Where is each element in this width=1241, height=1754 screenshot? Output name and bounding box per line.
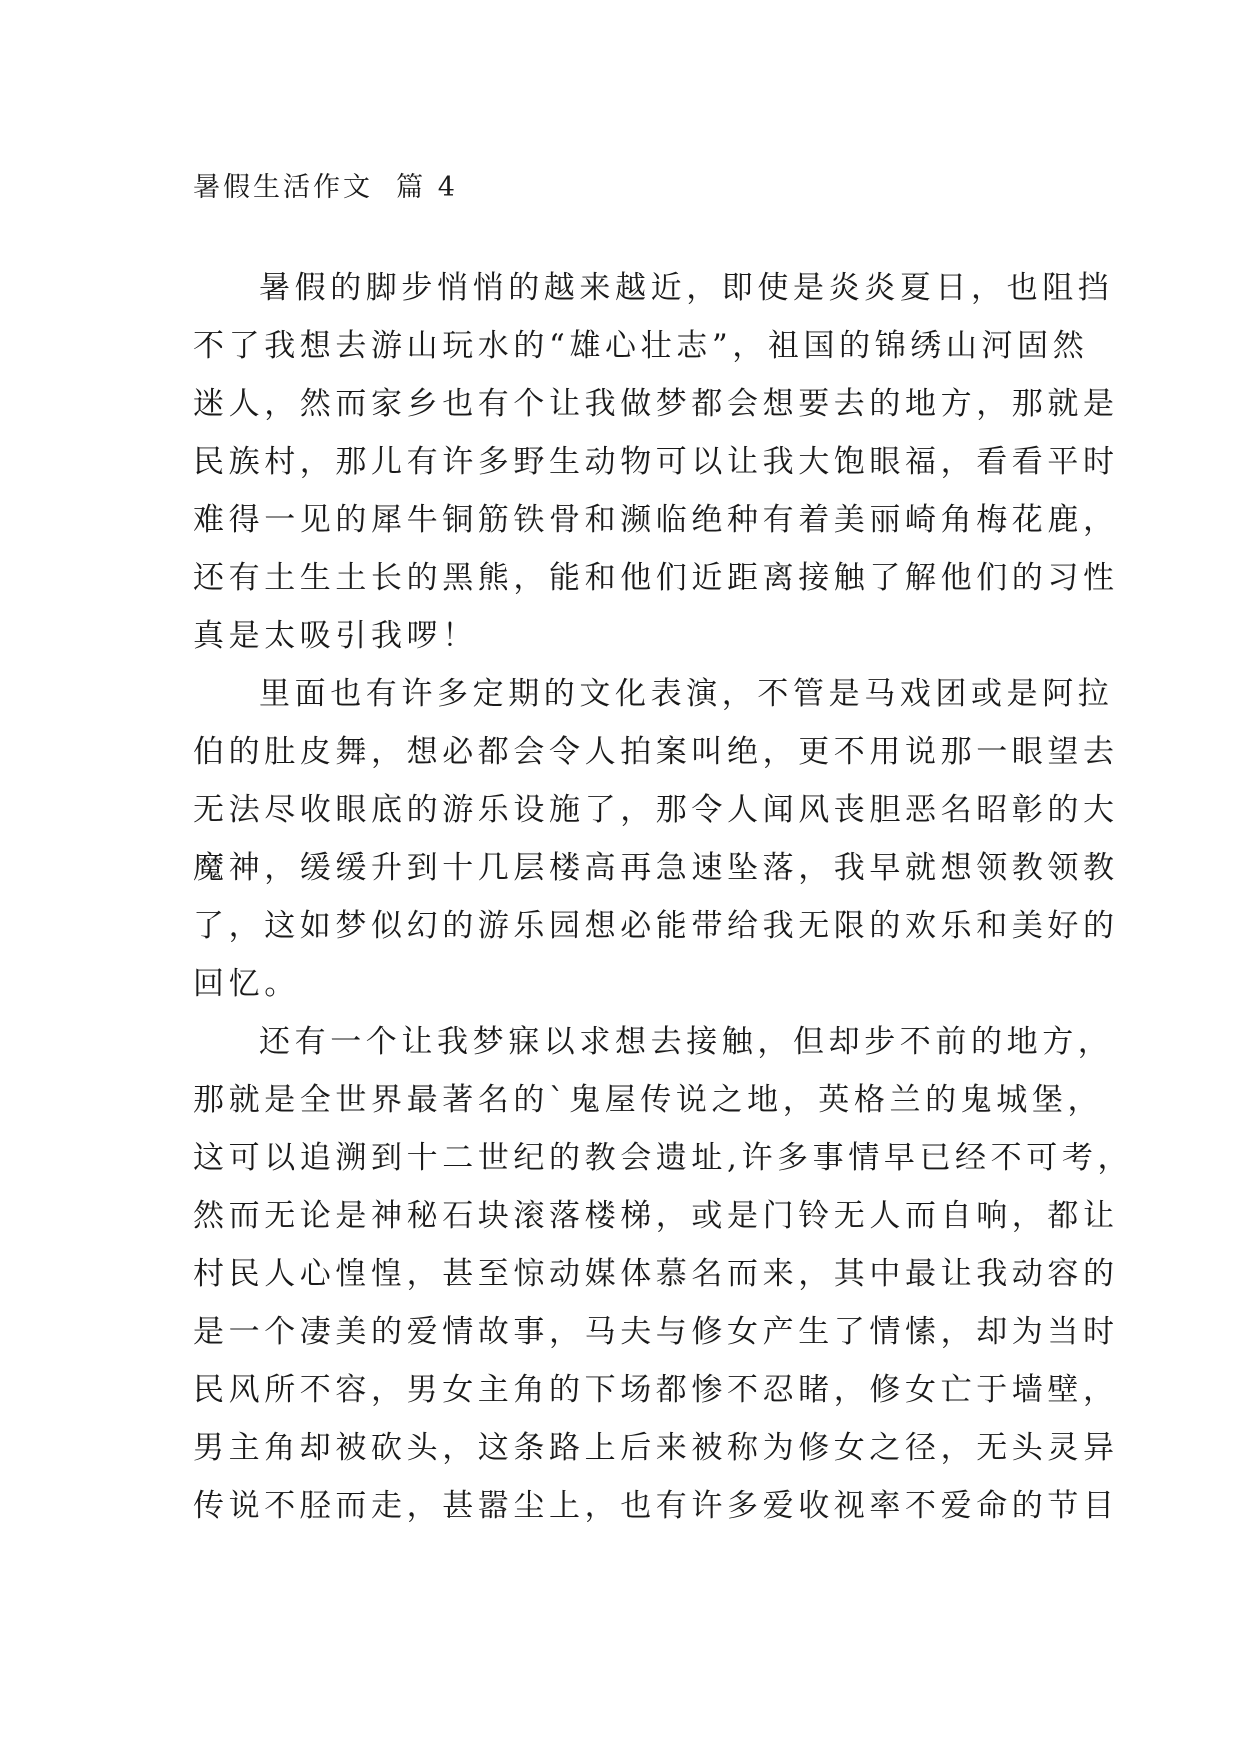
paragraph-3-line: 还有一个让我梦寐以求想去接触，但却步不前的地方， xyxy=(259,1024,1114,1060)
paragraph-1-line: 真是太吸引我啰！ xyxy=(193,618,478,654)
paragraph-3-line: 村民人心惶惶，甚至惊动媒体慕名而来，其中最让我动容的 xyxy=(193,1256,1119,1292)
paragraph-3-line: 传说不胫而走，甚嚣尘上，也有许多爱收视率不爱命的节目 xyxy=(193,1488,1119,1524)
paragraph-2-line: 里面也有许多定期的文化表演，不管是马戏团或是阿拉 xyxy=(259,676,1114,712)
paragraph-3-line: 是一个凄美的爱情故事，马夫与修女产生了情愫，却为当时 xyxy=(193,1314,1119,1350)
paragraph-1-line: 还有土生土长的黑熊，能和他们近距离接触了解他们的习性 xyxy=(193,560,1119,596)
paragraph-3-line: 这可以追溯到十二世纪的教会遗址,许多事情早已经不可考， xyxy=(193,1140,1134,1176)
paragraph-1-line: 民族村，那儿有许多野生动物可以让我大饱眼福，看看平时 xyxy=(193,444,1119,480)
paragraph-3-line: 那就是全世界最著名的`鬼屋传说之地，英格兰的鬼城堡， xyxy=(193,1082,1104,1118)
paragraph-3-line: 民风所不容，男女主角的下场都惨不忍睹，修女亡于墙壁， xyxy=(193,1372,1119,1408)
paragraph-1-line: 暑假的脚步悄悄的越来越近，即使是炎炎夏日，也阻挡 xyxy=(259,270,1114,306)
paragraph-1-line: 不了我想去游山玩水的“雄心壮志”，祖国的锦绣山河固然 xyxy=(193,328,1089,364)
paragraph-3-line: 男主角却被砍头，这条路上后来被称为修女之径，无头灵异 xyxy=(193,1430,1119,1466)
paragraph-2-line: 回忆。 xyxy=(193,966,300,1002)
document-title: 暑假生活作文 篇 4 xyxy=(193,172,458,203)
paragraph-1-line: 迷人，然而家乡也有个让我做梦都会想要去的地方，那就是 xyxy=(193,386,1119,422)
essay-body xyxy=(193,259,1134,1535)
paragraph-2-line: 魔神，缓缓升到十几层楼高再急速坠落，我早就想领教领教 xyxy=(193,850,1119,886)
paragraph-3-line: 然而无论是神秘石块滚落楼梯，或是门铃无人而自响，都让 xyxy=(193,1198,1119,1234)
paragraph-2-line: 伯的肚皮舞，想必都会令人拍案叫绝，更不用说那一眼望去 xyxy=(193,734,1119,770)
paragraph-2-line: 无法尽收眼底的游乐设施了，那令人闻风丧胆恶名昭彰的大 xyxy=(193,792,1119,828)
paragraph-1-line: 难得一见的犀牛铜筋铁骨和濒临绝种有着美丽崎角梅花鹿， xyxy=(193,502,1119,538)
paragraph-2-line: 了，这如梦似幻的游乐园想必能带给我无限的欢乐和美好的 xyxy=(193,908,1119,944)
